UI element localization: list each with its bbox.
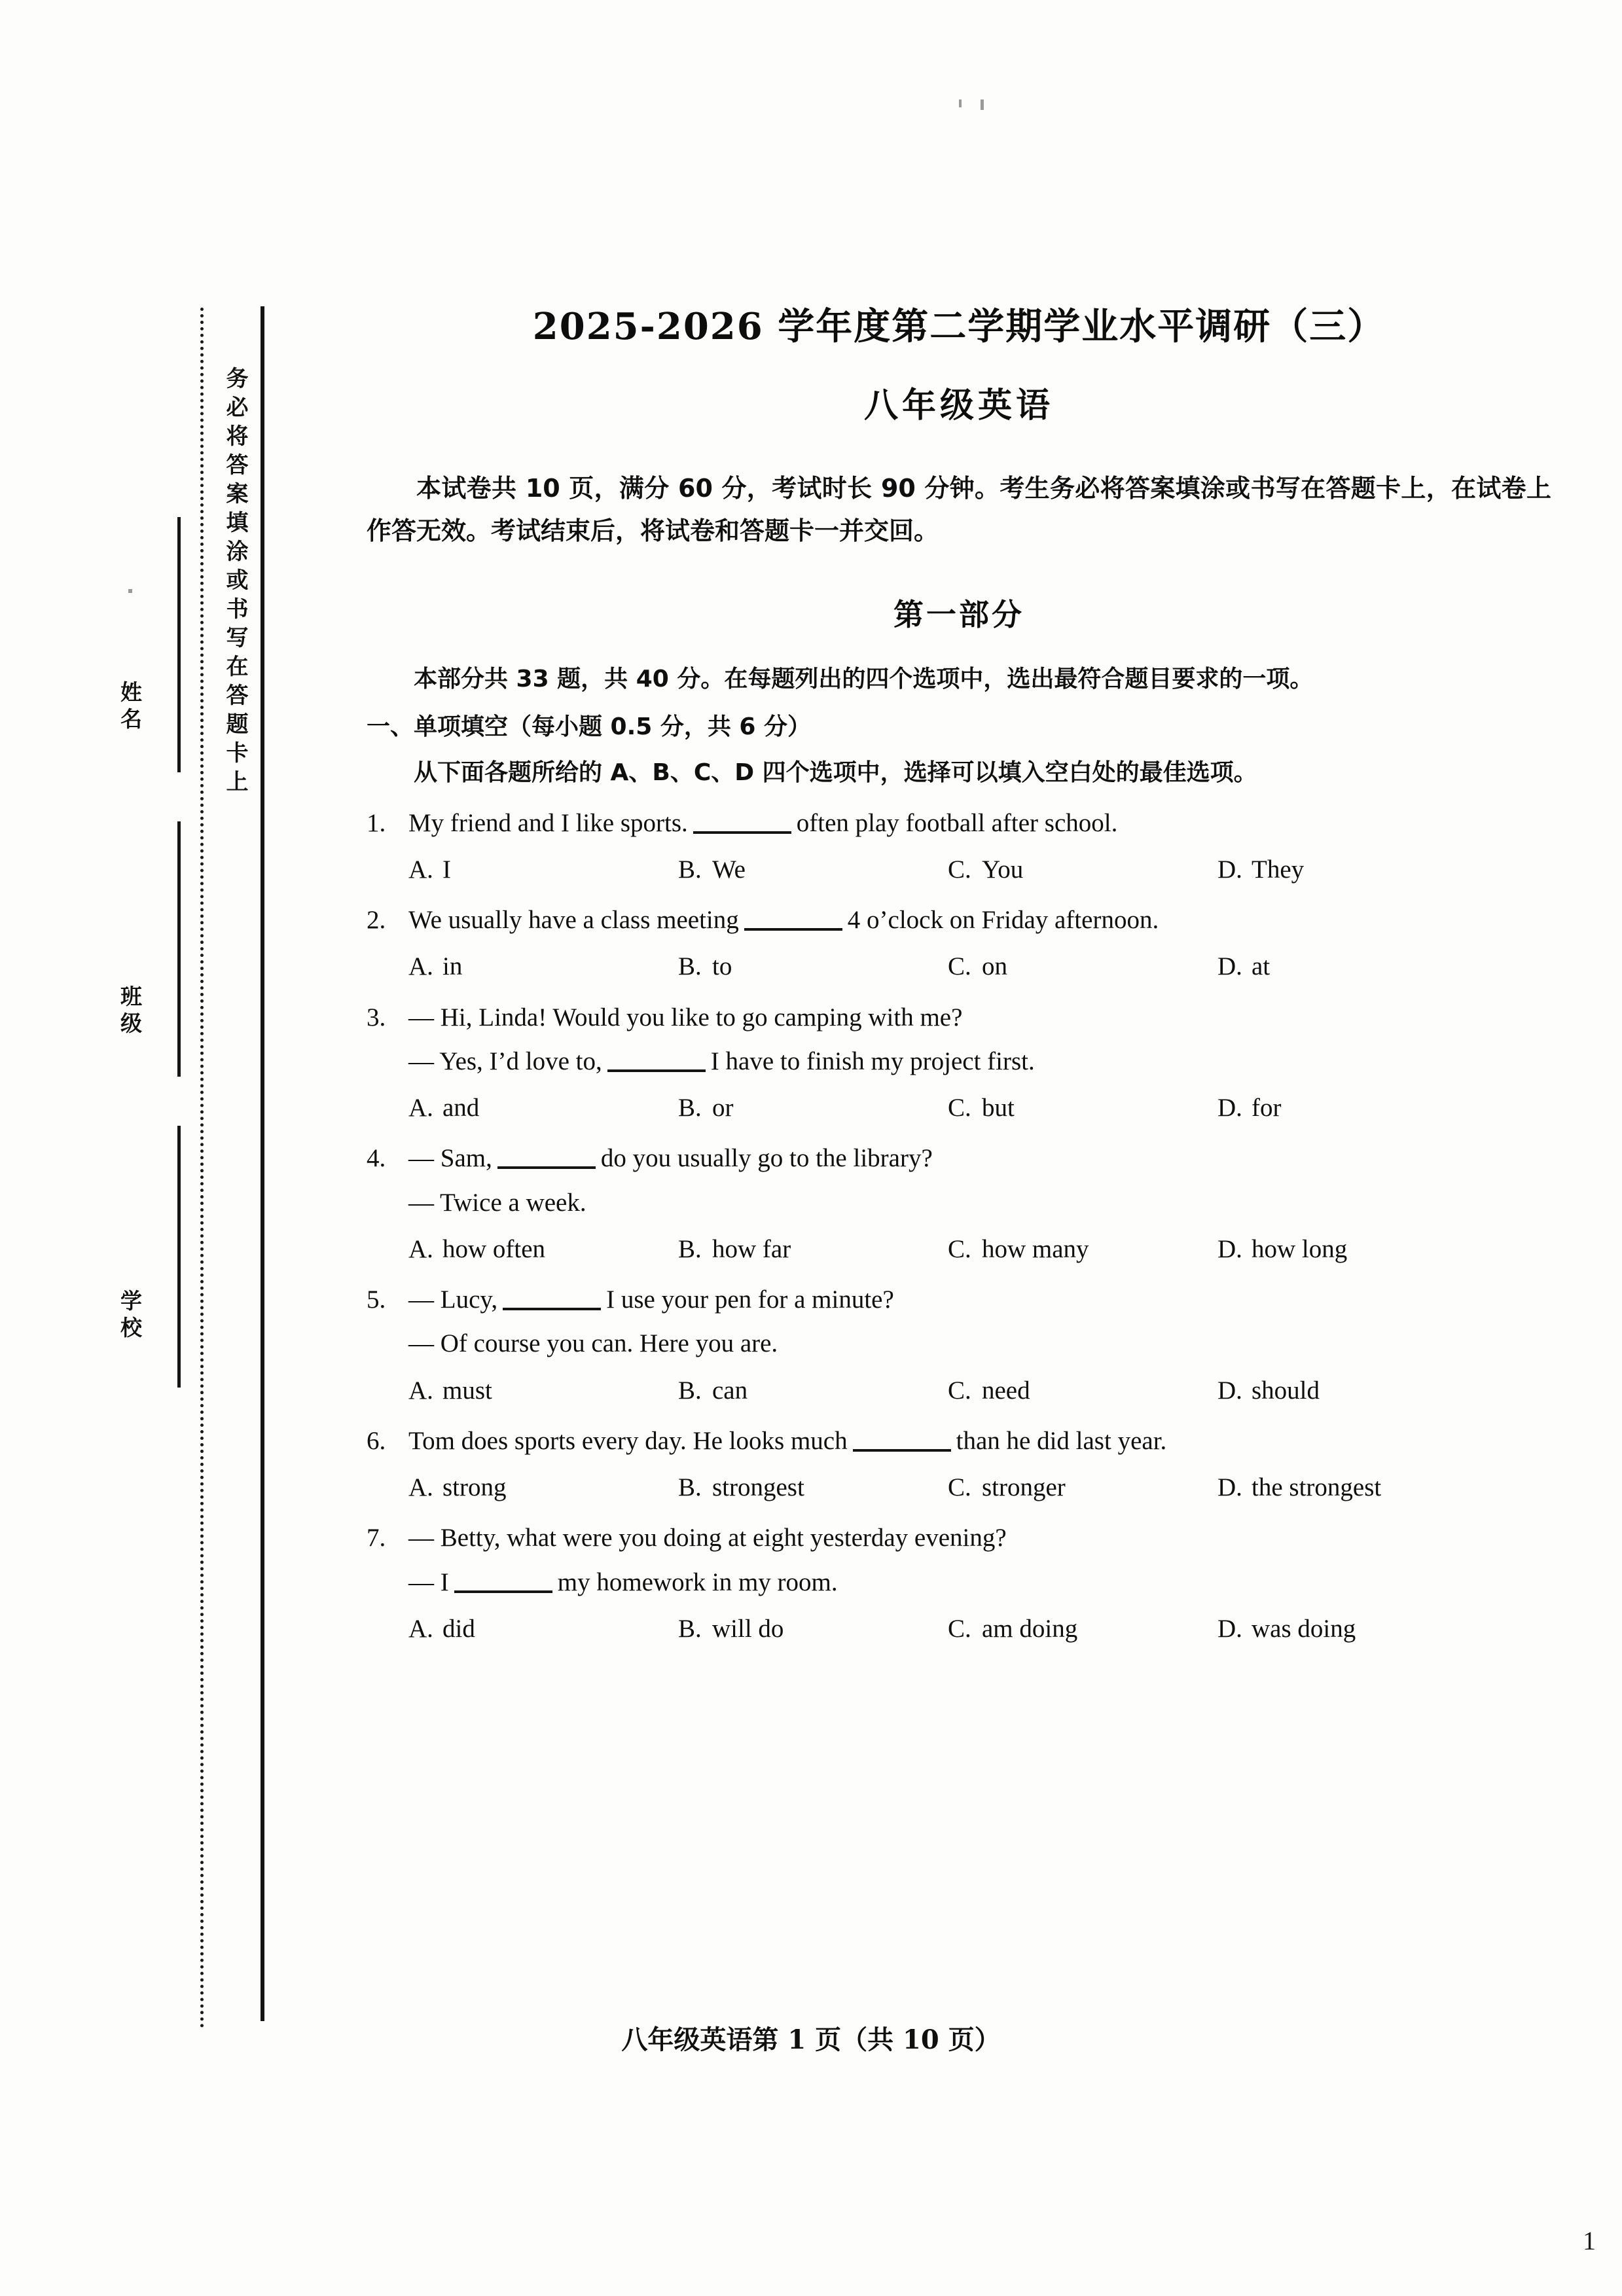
part-one-title: 第一部分 [893, 596, 1024, 632]
question-text-segment: — Of course you can. Here you are. [408, 1329, 778, 1358]
question-item [367, 1280, 1551, 1410]
question-text [408, 901, 1551, 939]
option-choice[interactable] [1217, 1609, 1487, 1648]
option-row [408, 1609, 1551, 1648]
option-letter: C. [948, 952, 971, 981]
question-text [408, 1280, 1551, 1319]
question-stem [367, 1280, 1551, 1319]
document-body [367, 0, 1551, 1648]
student-school-label: 学校 [117, 1289, 143, 1343]
student-name-field[interactable] [115, 517, 200, 857]
option-letter: A. [408, 1473, 433, 1502]
option-text: how long [1252, 1234, 1348, 1263]
answer-blank[interactable] [503, 1308, 601, 1310]
exam-title: 2025-2026 学年度第二学期学业水平调研（三） [532, 305, 1386, 348]
question-text-segment: — Lucy, [408, 1285, 498, 1314]
option-choice[interactable] [678, 1609, 948, 1648]
option-text: stronger [982, 1473, 1066, 1502]
option-letter: A. [408, 1234, 433, 1263]
option-letter: D. [1217, 1615, 1242, 1643]
option-row [408, 947, 1551, 986]
option-text: need [982, 1376, 1030, 1405]
option-choice[interactable] [678, 947, 948, 986]
question-item [367, 901, 1551, 986]
question-number: 4. [367, 1144, 386, 1173]
student-name-label: 姓名 [117, 681, 143, 734]
exam-subject: 八年级英语 [863, 386, 1054, 425]
option-letter: B. [678, 1473, 702, 1502]
option-row [408, 1468, 1551, 1507]
question-text-segment: — Betty, what were you doing at eight yesterday evening? [408, 1524, 1007, 1552]
option-letter: D. [1217, 855, 1242, 884]
option-letter: D. [1217, 1473, 1242, 1502]
option-choice[interactable] [948, 1468, 1217, 1507]
sealing-notice-text: 务必将答案填涂或书写在答题卡上 [222, 367, 248, 798]
option-text: You [982, 855, 1024, 884]
option-text: am doing [982, 1615, 1078, 1643]
option-text: They [1252, 855, 1305, 884]
option-text: can [712, 1376, 748, 1405]
question-text-segment: do you usually go to the library? [600, 1144, 933, 1173]
page-footer: 八年级英语第 1 页（共 10 页） [621, 2024, 1001, 2055]
answer-blank[interactable] [744, 928, 842, 931]
option-choice[interactable] [408, 1371, 678, 1410]
student-school-rule [177, 1126, 181, 1388]
option-choice[interactable] [948, 1609, 1217, 1648]
option-choice[interactable] [1217, 1371, 1487, 1410]
question-item [367, 998, 1551, 1128]
question-stem [367, 1518, 1551, 1557]
student-class-field[interactable] [115, 821, 200, 1162]
option-text: or [712, 1094, 734, 1122]
option-choice[interactable] [948, 850, 1217, 889]
question-text-segment: often play football after school. [796, 808, 1118, 837]
option-letter: C. [948, 1376, 971, 1405]
question-item [367, 1139, 1551, 1268]
student-school-field[interactable] [115, 1126, 200, 1492]
option-text: should [1252, 1376, 1320, 1405]
option-text: and [442, 1094, 480, 1122]
option-text: on [982, 952, 1007, 981]
option-text: did [442, 1615, 475, 1643]
option-text: for [1252, 1094, 1282, 1122]
sealing-dotted-line [200, 308, 204, 2029]
exam-notice: 本试卷共 10 页，满分 60 分，考试时长 90 分钟。考生务必将答案填涂或书写在答题卡上，在试卷上作答无效。考试结束后，将试卷和答题卡一并交回。 [367, 474, 1551, 546]
question-text-segment: — Twice a week. [408, 1188, 586, 1217]
question-number: 3. [367, 1003, 386, 1031]
question-text-segment: — I [408, 1568, 449, 1596]
question-text [408, 804, 1551, 842]
option-choice[interactable] [678, 1088, 948, 1127]
option-letter: C. [948, 1234, 971, 1263]
section-one-heading: 一、单项填空（每小题 0.5 分，共 6 分） [367, 713, 811, 741]
section-one-description: 从下面各题所给的 A、B、C、D 四个选项中，选择可以填入空白处的最佳选项。 [414, 759, 1257, 786]
option-text: I [442, 855, 451, 884]
question-text [408, 1042, 1551, 1081]
student-class-rule [177, 821, 181, 1077]
option-letter: C. [948, 1473, 971, 1502]
option-letter: A. [408, 1094, 433, 1122]
option-text: must [442, 1376, 492, 1405]
option-letter: A. [408, 952, 433, 981]
question-text [408, 998, 1551, 1037]
question-stem [367, 998, 1551, 1037]
option-letter: C. [948, 855, 971, 884]
question-number: 6. [367, 1426, 386, 1455]
option-choice[interactable] [1217, 1088, 1487, 1127]
question-number: 1. [367, 808, 386, 837]
option-choice[interactable] [678, 1468, 948, 1507]
question-text-segment: I have to finish my project first. [710, 1047, 1035, 1075]
answer-blank[interactable] [497, 1166, 596, 1169]
option-text: how often [442, 1234, 546, 1263]
option-choice[interactable] [1217, 1468, 1487, 1507]
question-stem [367, 901, 1551, 939]
option-text: was doing [1252, 1615, 1356, 1643]
option-choice[interactable] [408, 1609, 678, 1648]
option-text: but [982, 1094, 1015, 1122]
option-letter: D. [1217, 1234, 1242, 1263]
option-choice[interactable] [678, 1371, 948, 1410]
option-text: in [442, 952, 463, 981]
question-text-segment: — Hi, Linda! Would you like to go camping with me? [408, 1003, 963, 1031]
option-choice[interactable] [1217, 850, 1487, 889]
option-row [408, 1088, 1551, 1127]
question-stem [367, 804, 1551, 842]
question-text-segment: We usually have a class meeting [408, 906, 739, 935]
option-choice[interactable] [1217, 1230, 1487, 1268]
option-choice[interactable] [678, 1230, 948, 1268]
question-text [408, 1324, 1551, 1363]
question-text-segment: than he did last year. [956, 1426, 1167, 1455]
sealing-solid-line [261, 306, 264, 2021]
option-text: the strongest [1252, 1473, 1382, 1502]
option-letter: B. [678, 952, 702, 981]
option-text: strongest [712, 1473, 804, 1502]
option-text: to [712, 952, 732, 981]
question-text-segment: Tom does sports every day. He looks much [408, 1426, 848, 1455]
option-letter: A. [408, 1615, 433, 1643]
option-text: how far [712, 1234, 791, 1263]
option-text: at [1252, 952, 1271, 981]
option-letter: C. [948, 1615, 971, 1643]
option-letter: B. [678, 855, 702, 884]
question-stem [367, 1422, 1551, 1460]
question-text [408, 1183, 1551, 1222]
question-text [408, 1139, 1551, 1177]
question-text [408, 1563, 1551, 1602]
question-text-segment: my homework in my room. [557, 1568, 838, 1596]
student-class-label: 班级 [117, 985, 143, 1039]
option-row [408, 1230, 1551, 1268]
option-choice[interactable] [408, 1088, 678, 1127]
question-text-segment: — Sam, [408, 1144, 492, 1173]
answer-blank[interactable] [853, 1449, 951, 1452]
option-choice[interactable] [678, 850, 948, 889]
option-letter: B. [678, 1615, 702, 1643]
option-text: how many [982, 1234, 1089, 1263]
question-number: 7. [367, 1524, 386, 1552]
option-letter: B. [678, 1376, 702, 1405]
question-text-segment: — Yes, I’d love to, [408, 1047, 602, 1075]
option-text: strong [442, 1473, 507, 1502]
option-letter: A. [408, 855, 433, 884]
option-choice[interactable] [948, 1371, 1217, 1410]
question-text-segment: I use your pen for a minute? [606, 1285, 894, 1314]
answer-blank[interactable] [607, 1069, 706, 1072]
question-item [367, 804, 1551, 889]
question-text [408, 1422, 1551, 1460]
option-text: We [712, 855, 746, 884]
option-letter: A. [408, 1376, 433, 1405]
option-choice[interactable] [948, 1088, 1217, 1127]
option-choice[interactable] [948, 947, 1217, 986]
option-choice[interactable] [408, 850, 678, 889]
question-text [408, 1518, 1551, 1557]
student-name-rule [177, 517, 181, 772]
answer-blank[interactable] [454, 1590, 552, 1593]
option-letter: D. [1217, 1094, 1242, 1122]
option-row [408, 850, 1551, 889]
option-choice[interactable] [408, 1468, 678, 1507]
question-item [367, 1422, 1551, 1507]
corner-page-number: 1 [1583, 2226, 1596, 2255]
option-letter: D. [1217, 1376, 1242, 1405]
option-choice[interactable] [948, 1230, 1217, 1268]
question-number: 2. [367, 906, 386, 935]
question-text-segment: 4 o’clock on Friday afternoon. [847, 906, 1159, 935]
option-letter: B. [678, 1234, 702, 1263]
option-choice[interactable] [1217, 947, 1487, 986]
option-letter: C. [948, 1094, 971, 1122]
question-item [367, 1518, 1551, 1648]
question-number: 5. [367, 1285, 386, 1314]
option-text: will do [712, 1615, 784, 1643]
option-choice[interactable] [408, 1230, 678, 1268]
question-stem [367, 1139, 1551, 1177]
option-letter: B. [678, 1094, 702, 1122]
part-one-description: 本部分共 33 题，共 40 分。在每题列出的四个选项中，选出最符合题目要求的一项。 [414, 665, 1314, 692]
option-letter: D. [1217, 952, 1242, 981]
option-choice[interactable] [408, 947, 678, 986]
question-text-segment: My friend and I like sports. [408, 808, 688, 837]
option-row [408, 1371, 1551, 1410]
question-list [367, 804, 1551, 1649]
answer-blank[interactable] [693, 831, 791, 834]
